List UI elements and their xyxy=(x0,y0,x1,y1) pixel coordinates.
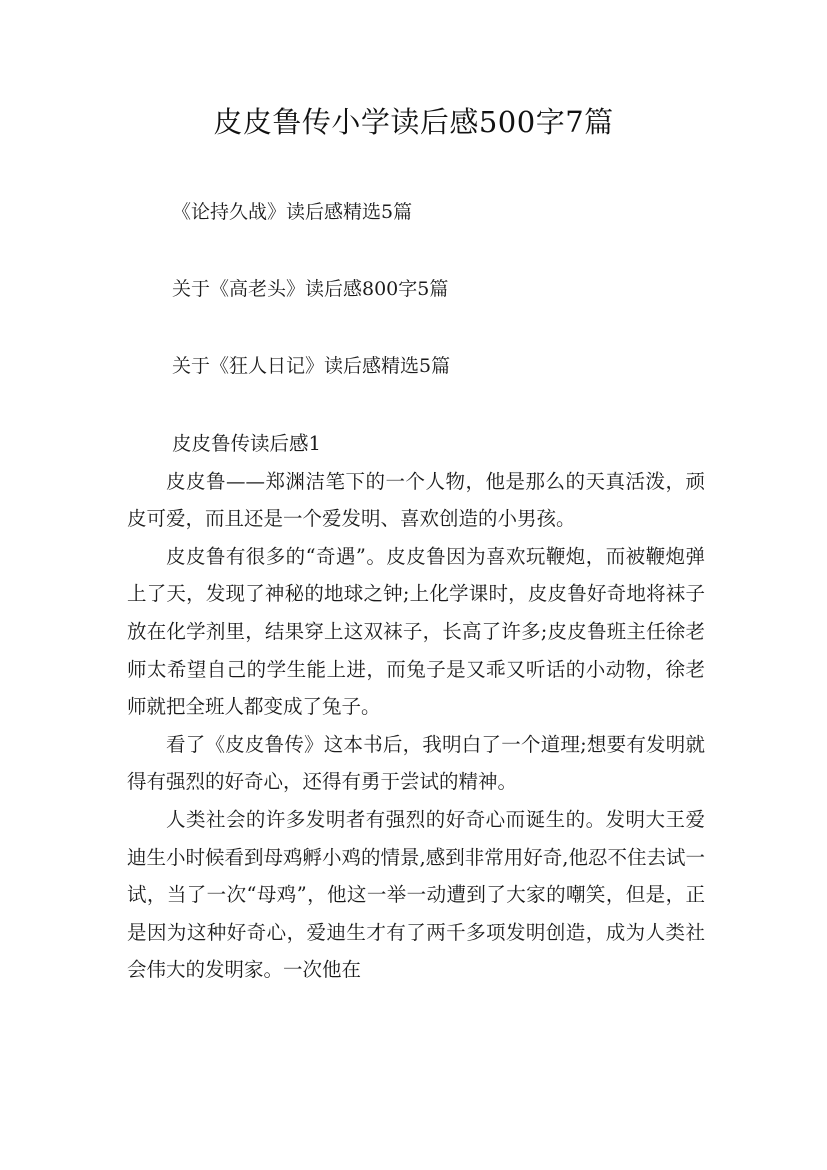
related-link-1[interactable]: 《论持久战》读后感精选5篇 xyxy=(172,201,413,223)
paragraph-3: 看了《皮皮鲁传》这本书后，我明白了一个道理;想要有发明就得有强烈的好奇心，还得有勇于尝试的精神。 xyxy=(127,732,705,794)
related-link-2[interactable]: 关于《高老头》读后感800字5篇 xyxy=(172,278,449,300)
paragraph-4: 人类社会的许多发明者有强烈的好奇心而诞生的。发明大王爱迪生小时候看到母鸡孵小鸡的情景,感到非常用好奇,他忍不住去试一试，当了一次“母鸡”，他这一举一动遭到了大家的嘲笑，但是，正是因为这种好奇心，爱迪生才有了两千多项发明创造，成为人类社会伟大的发明家。一次他在 xyxy=(127,807,705,982)
paragraph-1: 皮皮鲁——郑渊洁笔下的一个人物，他是那么的天真活泼，顽皮可爱，而且还是一个爱发明、喜欢创造的小男孩。 xyxy=(127,469,705,531)
section-heading: 皮皮鲁传读后感1 xyxy=(172,432,321,455)
article-body xyxy=(127,425,705,989)
paragraph-2: 皮皮鲁有很多的“奇遇”。皮皮鲁因为喜欢玩鞭炮，而被鞭炮弹上了天，发现了神秘的地球之钟;上化学课时，皮皮鲁好奇地将袜子放在化学剂里，结果穿上这双袜子，长高了许多;皮皮鲁班主任徐老师太希望自己的学生能上进，而兔子是又乖又听话的小动物，徐老师就把全班人都变成了兔子。 xyxy=(127,544,705,719)
page-title: 皮皮鲁传小学读后感500字7篇 xyxy=(213,105,614,139)
related-link-3[interactable]: 关于《狂人日记》读后感精选5篇 xyxy=(172,355,451,377)
